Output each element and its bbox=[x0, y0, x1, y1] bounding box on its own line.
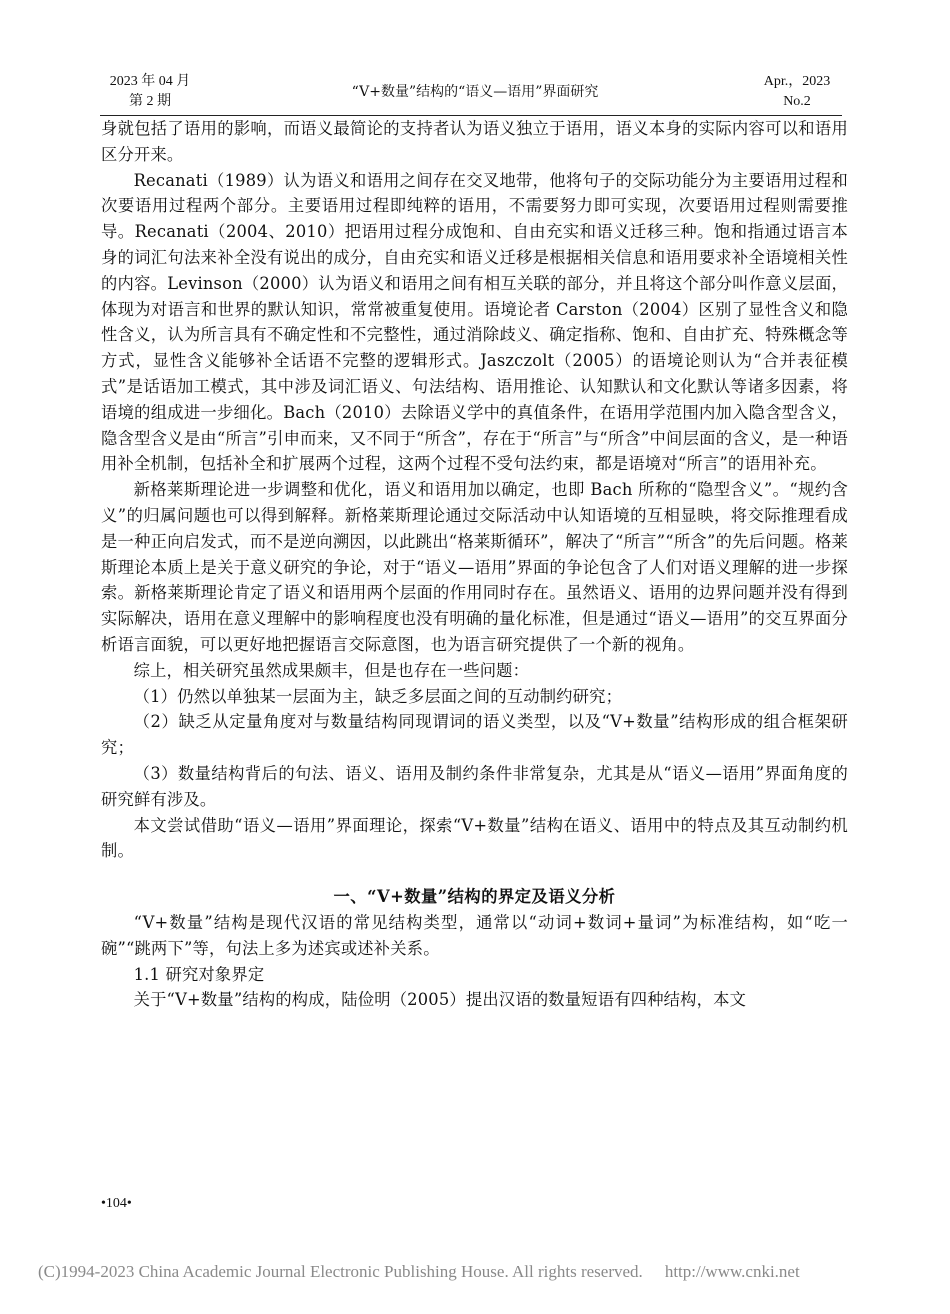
list-item: （1）仍然以单独某一层面为主，缺乏多层面之间的互动制约研究； bbox=[133, 686, 623, 706]
paragraph: 新格莱斯理论进一步调整和优化，语义和语用加以确定，也即 Bach 所称的“隐型含义”。“规约含义”的归属问题也可以得到解释。新格莱斯理论通过交际活动中认知语境的互相显映，将交际推理看成是一种正向启发式，而不是逆向溯因，以此跳出“格莱斯循环”，解决了“所言”“所含”的先后问题。格莱斯理论本质上是关于意义研究的争论，对于“语义—语用”界面的争论包含了人们对语义理解的进一步探索。新格莱斯理论肯定了语义和语用两个层面的作用同时存在。虽然语义、语用的边界问题并没有得到实际解决，语用在意义理解中的影响程度也没有明确的量化标准，但是通过“语义—语用”的交互界面分析语言面貌，可以更好地把握语言交际意图，也为语言研究提供了一个新的视角。 bbox=[101, 480, 848, 654]
running-title: “V+数量”结构的“语义—语用”界面研究 bbox=[351, 84, 599, 100]
footer-url[interactable]: http://www.cnki.net bbox=[664, 1262, 800, 1281]
copyright-footer bbox=[38, 1262, 918, 1282]
page-number: •104• bbox=[101, 1196, 132, 1211]
subsection-heading: 1.1 研究对象界定 bbox=[133, 964, 265, 984]
list-item: （3）数量结构背后的句法、语义、语用及制约条件非常复杂，尤其是从“语义—语用”界面角度的研究鲜有涉及。 bbox=[101, 763, 848, 809]
paragraph: 本文尝试借助“语义—语用”界面理论，探索“V+数量”结构在语义、语用中的特点及其互动制约机制。 bbox=[101, 815, 848, 861]
paragraph: 综上，相关研究虽然成果颇丰，但是也存在一些问题： bbox=[133, 660, 530, 680]
header-issue: 第 2 期 bbox=[129, 94, 171, 109]
header-date bbox=[100, 72, 200, 112]
header-month-en: Apr.，2023 bbox=[763, 74, 831, 89]
header-issue-en: No.2 bbox=[783, 94, 811, 109]
article-body bbox=[101, 116, 848, 1013]
paragraph: “V+数量”结构是现代汉语的常见结构类型，通常以“动词+数词+量词”为标准结构，如“吃一碗”“跳两下”等，句法上多为述宾或述补关系。 bbox=[101, 912, 848, 958]
paragraph: Recanati（1989）认为语义和语用之间存在交叉地带，他将句子的交际功能分为主要语用过程和次要语用过程两个部分。主要语用过程即纯粹的语用，不需要努力即可实现，次要语用过程则需要推导。Recanati（2004、2010）把语用过程分成饱和、自由充实和语义迁移三种。饱和指通过语言本身的词汇句法来补全没有说出的成分，自由充实和语义迁移是根据相关信息和语用要求补全语境相关性的内容。Levinson（2000）认为语义和语用之间有相互关联的部分，并且将这个部分叫作意义层面，体现为对语言和世界的默认知识，常常被重复使用。语境论者 Carston（2004）区别了显性含义和隐性含义，认为所言具有不确定性和不完整性，通过消除歧义、确定指称、饱和、自由扩充、特殊概念等方式，显性含义能够补全话语不完整的逻辑形式。Jaszczolt（2005）的语境论则认为“合并表征模式”是话语加工模式，其中涉及词汇语义、句法结构、语用推论、认知默认和文化默认等诸多因素，将语境的组成进一步细化。Bach（2010）去除语义学中的真值条件，在语用学范围内加入隐含型含义，隐含型含义是由“所言”引申而来，又不同于“所含”，存在于“所言”与“所含”中间层面的含义，是一种语用补全机制，包括补全和扩展两个过程，这两个过程不受句法约束，都是语境对“所言”的语用补充。 bbox=[101, 170, 848, 474]
section-heading: 一、“V+数量”结构的界定及语义分析 bbox=[333, 887, 616, 907]
list-item: （2）缺乏从定量角度对与数量结构同现谓词的语义类型，以及“V+数量”结构形成的组合框架研究； bbox=[101, 712, 848, 758]
copyright-text: (C)1994-2023 China Academic Journal Electronic Publishing House. All rights reserved. bbox=[38, 1262, 643, 1281]
paragraph: 关于“V+数量”结构的构成，陆俭明（2005）提出汉语的数量短语有四种结构，本文 bbox=[133, 990, 747, 1010]
paragraph: 身就包括了语用的影响，而语义最简论的支持者认为语义独立于语用，语义本身的实际内容可以和语用区分开来。 bbox=[101, 119, 848, 164]
header-year-month: 2023 年 04 月 bbox=[109, 74, 191, 89]
header-date-en bbox=[752, 72, 842, 112]
